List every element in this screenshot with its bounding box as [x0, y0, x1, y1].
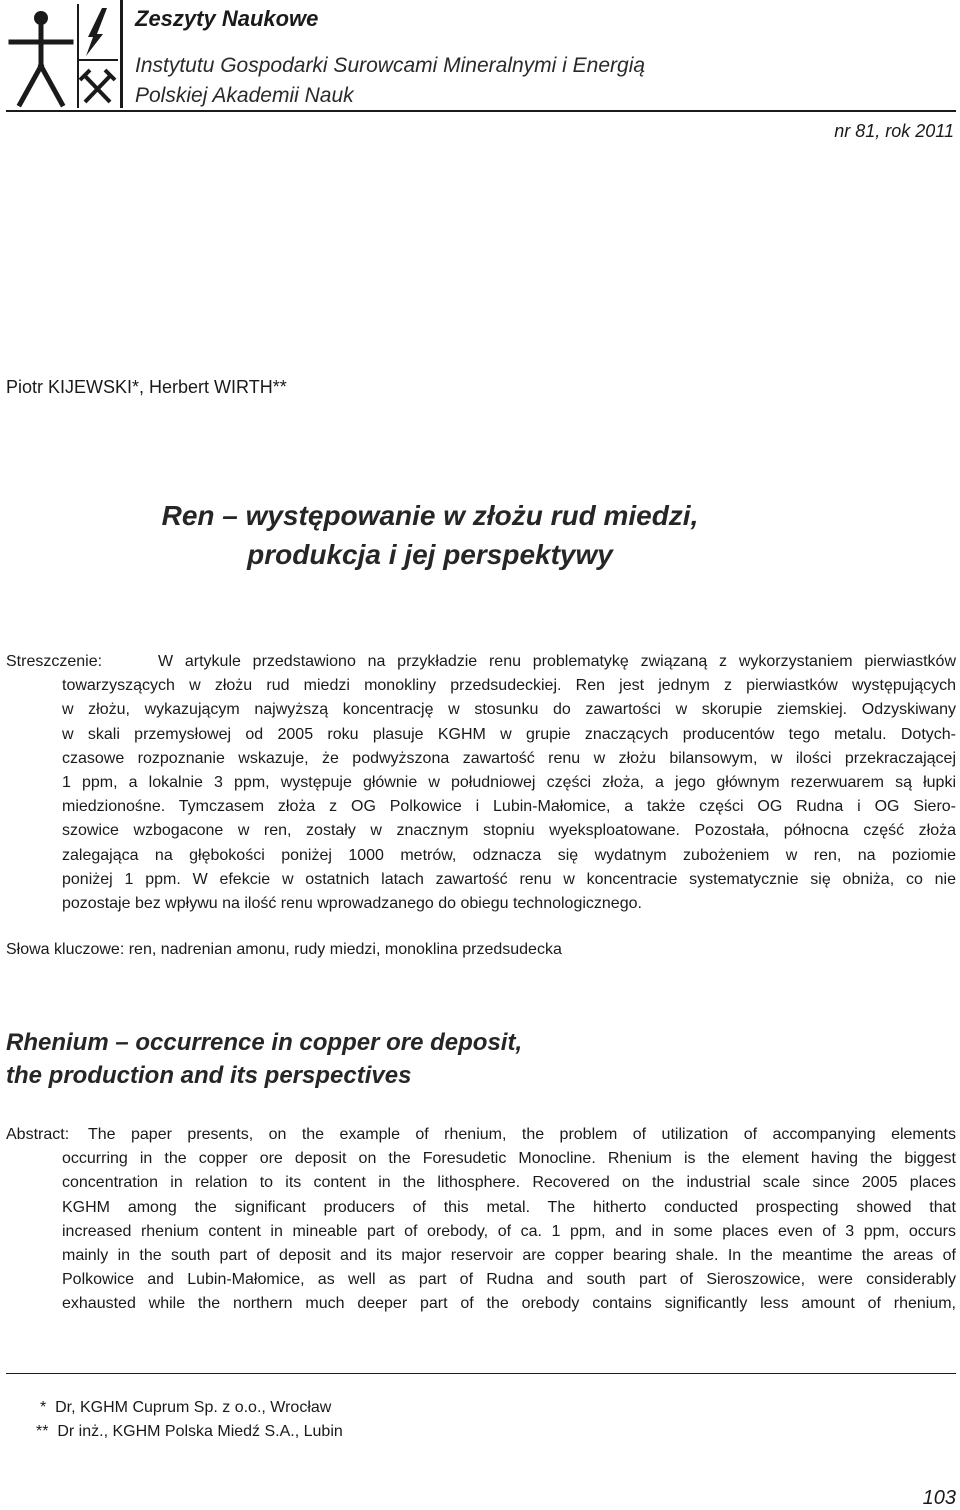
abstract-polish — [6, 650, 956, 920]
title-polish-line2: produkcja i jej perspektywy — [247, 539, 613, 570]
abstract-polish-line: w złożu, wykazującym najwyższą koncentrację w stosunku do zawartości w skorupie ziemskiej. Odzyskiwany — [62, 701, 956, 719]
title-english-line2: the production and its perspectives — [6, 1062, 412, 1089]
abstract-english-line: occurring in the copper ore deposit on the Foresudetic Monocline. Rhenium is the element having the biggest — [62, 1150, 956, 1168]
footnote-1: * Dr, KGHM Cuprum Sp. z o.o., Wrocław — [40, 1399, 332, 1416]
abstract-polish-line: poniżej 1 ppm. W efekcie w ostatnich latach zawartość renu w koncentracie systematycznie się obniża, co nie — [62, 870, 956, 888]
abstract-polish-line: miedzionośne. Tymczasem złoża z OG Polkowice i Lubin-Małomice, a także części OG Rudna i OG Siero- — [62, 798, 956, 816]
abstract-english — [6, 1123, 956, 1323]
institute-name-line1: Instytutu Gospodarki Surowcami Mineralnymi i Energią — [135, 54, 646, 77]
journal-logo — [6, 4, 118, 108]
abstract-polish-line: w skali przemysłowej od 2005 roku plasuje KGHM w grupie znaczących producentów tego metalu. Dotych- — [62, 725, 956, 743]
institute-name-line2: Polskiej Akademii Nauk — [135, 84, 354, 107]
abstract-english-label: Abstract: — [6, 1126, 70, 1143]
title-polish-line1: Ren – występowanie w złożu rud miedzi, — [161, 500, 699, 531]
abstract-english-line: increased rhenium content in mineable part of orebody, of ca. 1 ppm, and in some places even of 3 ppm, occurs — [62, 1222, 956, 1240]
authors: Piotr KIJEWSKI*, Herbert WIRTH** — [6, 377, 287, 397]
abstract-polish-line: czasowe rozpoznanie wskazuje, że podwyższona zawartość renu w złożu bilansowym, w ilości przekraczającej — [62, 749, 956, 767]
abstract-english-line: Polkowice and Lubin-Małomice, as well as part of Rudna and south part of Sieroszowice, were considerably — [62, 1271, 956, 1289]
person-figure-icon — [11, 11, 71, 104]
abstract-polish-line: towarzyszących w złożu rud miedzi monokliny przedsudeckiej. Ren jest jednym z pierwiastków występujących — [62, 677, 956, 695]
page-number: 103 — [922, 1487, 956, 1509]
footnote-2: ** Dr inż., KGHM Polska Miedź S.A., Lubin — [36, 1423, 343, 1440]
abstract-polish-line: szowice wzbogacone w ren, zostały w znacznym stopniu wyeksploatowane. Pozostała, północna część złoża — [62, 822, 956, 840]
abstract-polish-line: 1 ppm, a lokalnie 3 ppm, występuje głównie w południowej części złoża, a jego głównym rezerwuarem są łupki — [62, 774, 956, 791]
lightning-bolt-icon — [86, 8, 107, 56]
title-english-line1: Rhenium – occurrence in copper ore deposit, — [6, 1029, 523, 1056]
abstract-english-line: exhausted while the northern much deeper part of the orebody contains significantly less amount of rhenium, — [62, 1295, 956, 1313]
abstract-english-line: concentration in relation to its content in the lithosphere. Recovered on the industrial scale since 2005 places — [62, 1174, 956, 1192]
abstract-polish-line: pozostaje bez wpływu na ilość renu wprowadzanego do obiegu technologicznego. — [62, 895, 642, 912]
abstract-english-line: KGHM among the significant producers of this metal. The hitherto conducted prospecting showed that — [62, 1198, 956, 1216]
abstract-english-line: The paper presents, on the example of rhenium, the problem of utilization of accompanying elements — [88, 1126, 956, 1143]
issue-info: nr 81, rok 2011 — [834, 121, 954, 141]
header-divider — [120, 0, 123, 108]
keywords-polish: Słowa kluczowe: ren, nadrenian amonu, rudy miedzi, monoklina przedsudecka — [6, 941, 562, 958]
abstract-polish-line: zalegająca na głębokości poniżej 1000 metrów, odznacza się wydatnym zubożeniem w ren, na poziomie — [62, 846, 956, 864]
abstract-english-line: mainly in the south part of deposit and its major reservoir are copper bearing shale. In the meantime the areas of — [62, 1247, 956, 1264]
abstract-polish-line: W artykule przedstawiono na przykładzie renu problematykę związaną z wykorzystaniem pierwiastków — [158, 653, 956, 670]
crossed-hammers-icon — [80, 70, 115, 102]
journal-name: Zeszyty Naukowe — [135, 6, 319, 31]
abstract-polish-label: Streszczenie: — [6, 653, 103, 670]
footnote-rule — [6, 1373, 956, 1374]
header-rule — [6, 110, 956, 112]
